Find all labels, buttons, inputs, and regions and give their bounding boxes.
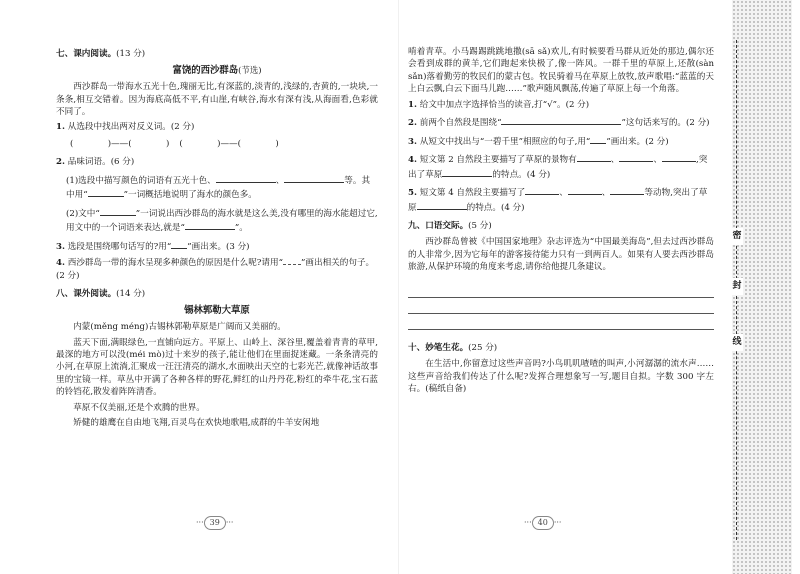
question-number: 5. [408,188,417,199]
underline-sample [171,239,187,249]
answer-blank[interactable] [525,185,559,195]
passage-2-paragraph-3: 草原不仅美丽,还是个欢腾的世界。 [73,402,205,413]
footer-dots: ··· [553,518,562,528]
answer-line[interactable] [408,314,714,330]
page-number: 39 [204,516,226,530]
section-10-heading [408,342,714,354]
passage-2-paragraph-1: 内蒙(měng méng)古锡林郭勒草原是广阔而又美丽的。 [73,322,286,333]
answer-blank[interactable] [662,152,696,162]
section-8-score: (14 分) [116,288,146,299]
answer-line[interactable] [408,282,714,298]
passage-1-title: 富饶的西沙群岛 [172,65,239,77]
section-7-heading [56,48,378,60]
text: ”。 [234,223,248,234]
footer-dots: ··· [225,518,234,528]
question-number: 3. [56,241,65,252]
section-9-score: (5 分) [468,220,492,231]
passage-1-title-row [56,64,378,78]
question-8-2 [408,115,714,129]
text: ”画出来。(2 分) [606,136,669,147]
text: 等动物,突出了草原 [408,188,708,213]
text: 短文第 2 自然段主要描写了草原的景物有 [419,155,577,166]
right-column [408,46,714,399]
question-7-3 [56,239,378,253]
question-8-3 [408,134,714,148]
question-7-2-part-2 [56,206,378,235]
text: 的特点。(4 分) [492,169,551,180]
question-number: 2. [56,157,65,168]
text: 、 [601,188,611,199]
text: 、 [653,155,662,166]
answer-blank[interactable] [568,185,602,195]
text: 等。 [344,175,362,186]
text: 从短文中找出与“一碧千里”相照应的句子,用“ [419,136,591,147]
left-column [56,46,378,433]
answer-blank[interactable] [88,187,124,197]
oral-communication-prompt: 西沙群岛曾被《中国国家地理》杂志评选为“中国最美海岛”,但去过西沙群岛的人非常少,因为它每年的游客接待能力只有一到两百人。如果有人要去西沙群岛旅游,从保护环境的角度来考虑,请你给他提几条建议。 [408,237,714,273]
seal-char-feng: 封 [731,278,743,295]
seal-char-xian: 线 [731,334,743,351]
question-number: 1. [408,99,417,110]
answer-lines[interactable] [408,282,714,330]
passage-1-note: (节选) [238,65,262,76]
answer-blank[interactable] [284,173,344,183]
page-number-40 [524,516,561,530]
answer-blank[interactable] [417,200,467,210]
text: 选段是围绕哪句话写的?用“ [67,241,172,252]
question-number: 4. [56,258,65,269]
question-text: 给文中加点字选择恰当的读音,打“√”。(2 分) [419,99,590,110]
text: ”画出来。(3 分) [187,241,250,252]
text: 前两个自然段是围绕“ [419,118,502,129]
question-number: 2. [408,118,417,129]
section-9-title: 九、口语交际。 [408,220,469,231]
question-7-4 [56,257,378,282]
passage-2-title: 锡林郭勒大草原 [184,305,250,317]
text: (1)选段中描写颜色的词语有五光十色、 [66,175,216,186]
section-10-title: 十、妙笔生花。 [408,342,469,353]
question-8-4 [408,152,714,181]
text: 、 [559,188,568,199]
question-7-1 [56,121,378,133]
text: 、 [275,175,285,186]
answer-blank[interactable] [610,185,644,195]
section-8-heading [56,288,378,300]
text: 的特点。(4 分) [466,202,525,213]
writing-prompt: 在生活中,你留意过这些声音吗?小鸟叽叽喳喳的叫声,小河潺潺的流水声……这些声音给我们传达了什么呢?发挥合理想象写一写,题目自拟。字数 300 字左右。(稿纸自备) [408,359,714,395]
antonym-pair-b[interactable]: ( )——( ) [179,138,279,149]
section-7-score: (13 分) [116,49,146,59]
page-number: 40 [532,516,554,530]
footer-dots: ··· [196,518,204,528]
answer-blank[interactable] [501,115,621,125]
passage-2-paragraph-4: 矫健的雄鹰在自由地飞翔,百灵鸟在欢快地歌唱,成群的牛羊安闲地 [73,418,320,429]
text: ”这句话来写的。(2 分) [621,118,710,129]
footer-dots: ··· [524,518,532,528]
text: 西沙群岛一带的海水呈现多种颜色的原因是什么呢?请用“ [67,258,283,269]
question-number: 3. [408,136,417,147]
answer-blank[interactable] [216,173,276,183]
underline-sample [590,134,606,144]
text: 其中用“ [66,175,371,201]
wavy-line-sample [283,258,301,265]
answer-blank[interactable] [185,220,235,230]
passage-2-continuation: 啃着青草。小马踢踢跳跳地撒(sā sǎ)欢儿,有时候要看马群从近处的那边,偶尔还会看到成群的黄羊,它们跑起来快极了,像一阵风。一群千里的草原上,还散(sàn sǎn)落着勤劳的牧民们的蒙古包。牧民骑着马在草原上放牧,放声歌唱:“蓝蓝的天上白云飘,白云下面马儿跑……”歌声随风飘荡,传遍了草原上每一个角落。 [408,47,714,95]
question-text: 从选段中找出两对反义词。(2 分) [67,122,195,133]
answer-blank[interactable] [100,206,136,216]
passage-2-paragraph-2: 蓝天下面,满眼绿色,一直铺向远方。平原上、山岭上、深谷里,覆盖着青青的草甲,最深的地方可以没(méi mò)过十来岁的孩子,能让他们在里面捉迷藏。一条条清亮的小河,在草原上流淌,汇聚成一汪汪清亮的湖水,水面映出天空的七彩光芒,就像神话故事里的宝镜一样。草丛中开满了各种各样的野花,鲜红的山丹丹花,粉红的牵牛花,宝石蓝的铃铛花,散发着阵阵清香。 [56,337,378,398]
question-number: 1. [56,122,65,133]
text: ”画出相关的句子。(2 分) [56,258,375,281]
answer-blank[interactable] [619,152,653,162]
antonym-pair-a[interactable]: ( )——( ) [70,138,170,149]
antonym-blanks [56,138,378,150]
text: ”一词说出西沙群岛的海水就是这么美,没有哪里的海水能超过它,用文中的一个词语来表达,就是“ [66,208,378,234]
passage-1-text: 西沙群岛一带海水五光十色,瑰丽无比,有深蓝的,淡青的,浅绿的,杏黄的,一块块,一条条,相互交错着。因为海底高低不平,有山崖,有峡谷,海水有深有浅,从海面看,色彩就不同了。 [56,82,378,117]
seal-char-mi: 密 [731,228,743,245]
answer-blank[interactable] [577,152,611,162]
section-8-title: 八、课外阅读。 [56,288,117,299]
answer-line[interactable] [408,298,714,314]
text: ”一词概括地说明了海水的颜色多。 [123,190,257,201]
section-9-heading [408,220,714,232]
question-text: 品味词语。(6 分) [67,157,135,168]
question-7-2 [56,156,378,168]
page-number-39 [196,516,233,530]
text: ,突出了草原 [408,155,708,180]
question-8-5 [408,185,714,214]
text: 短文第 4 自然段主要描写了 [419,188,526,199]
question-number: 4. [408,155,417,166]
section-7-title: 七、课内阅读。 [56,49,117,59]
text: (2)文中“ [66,208,100,219]
question-7-2-part-1 [56,173,378,202]
text: 、 [610,155,620,166]
answer-blank[interactable] [442,167,492,177]
section-10-score: (25 分) [468,342,498,353]
right-page [400,0,730,574]
question-8-1 [408,99,714,111]
